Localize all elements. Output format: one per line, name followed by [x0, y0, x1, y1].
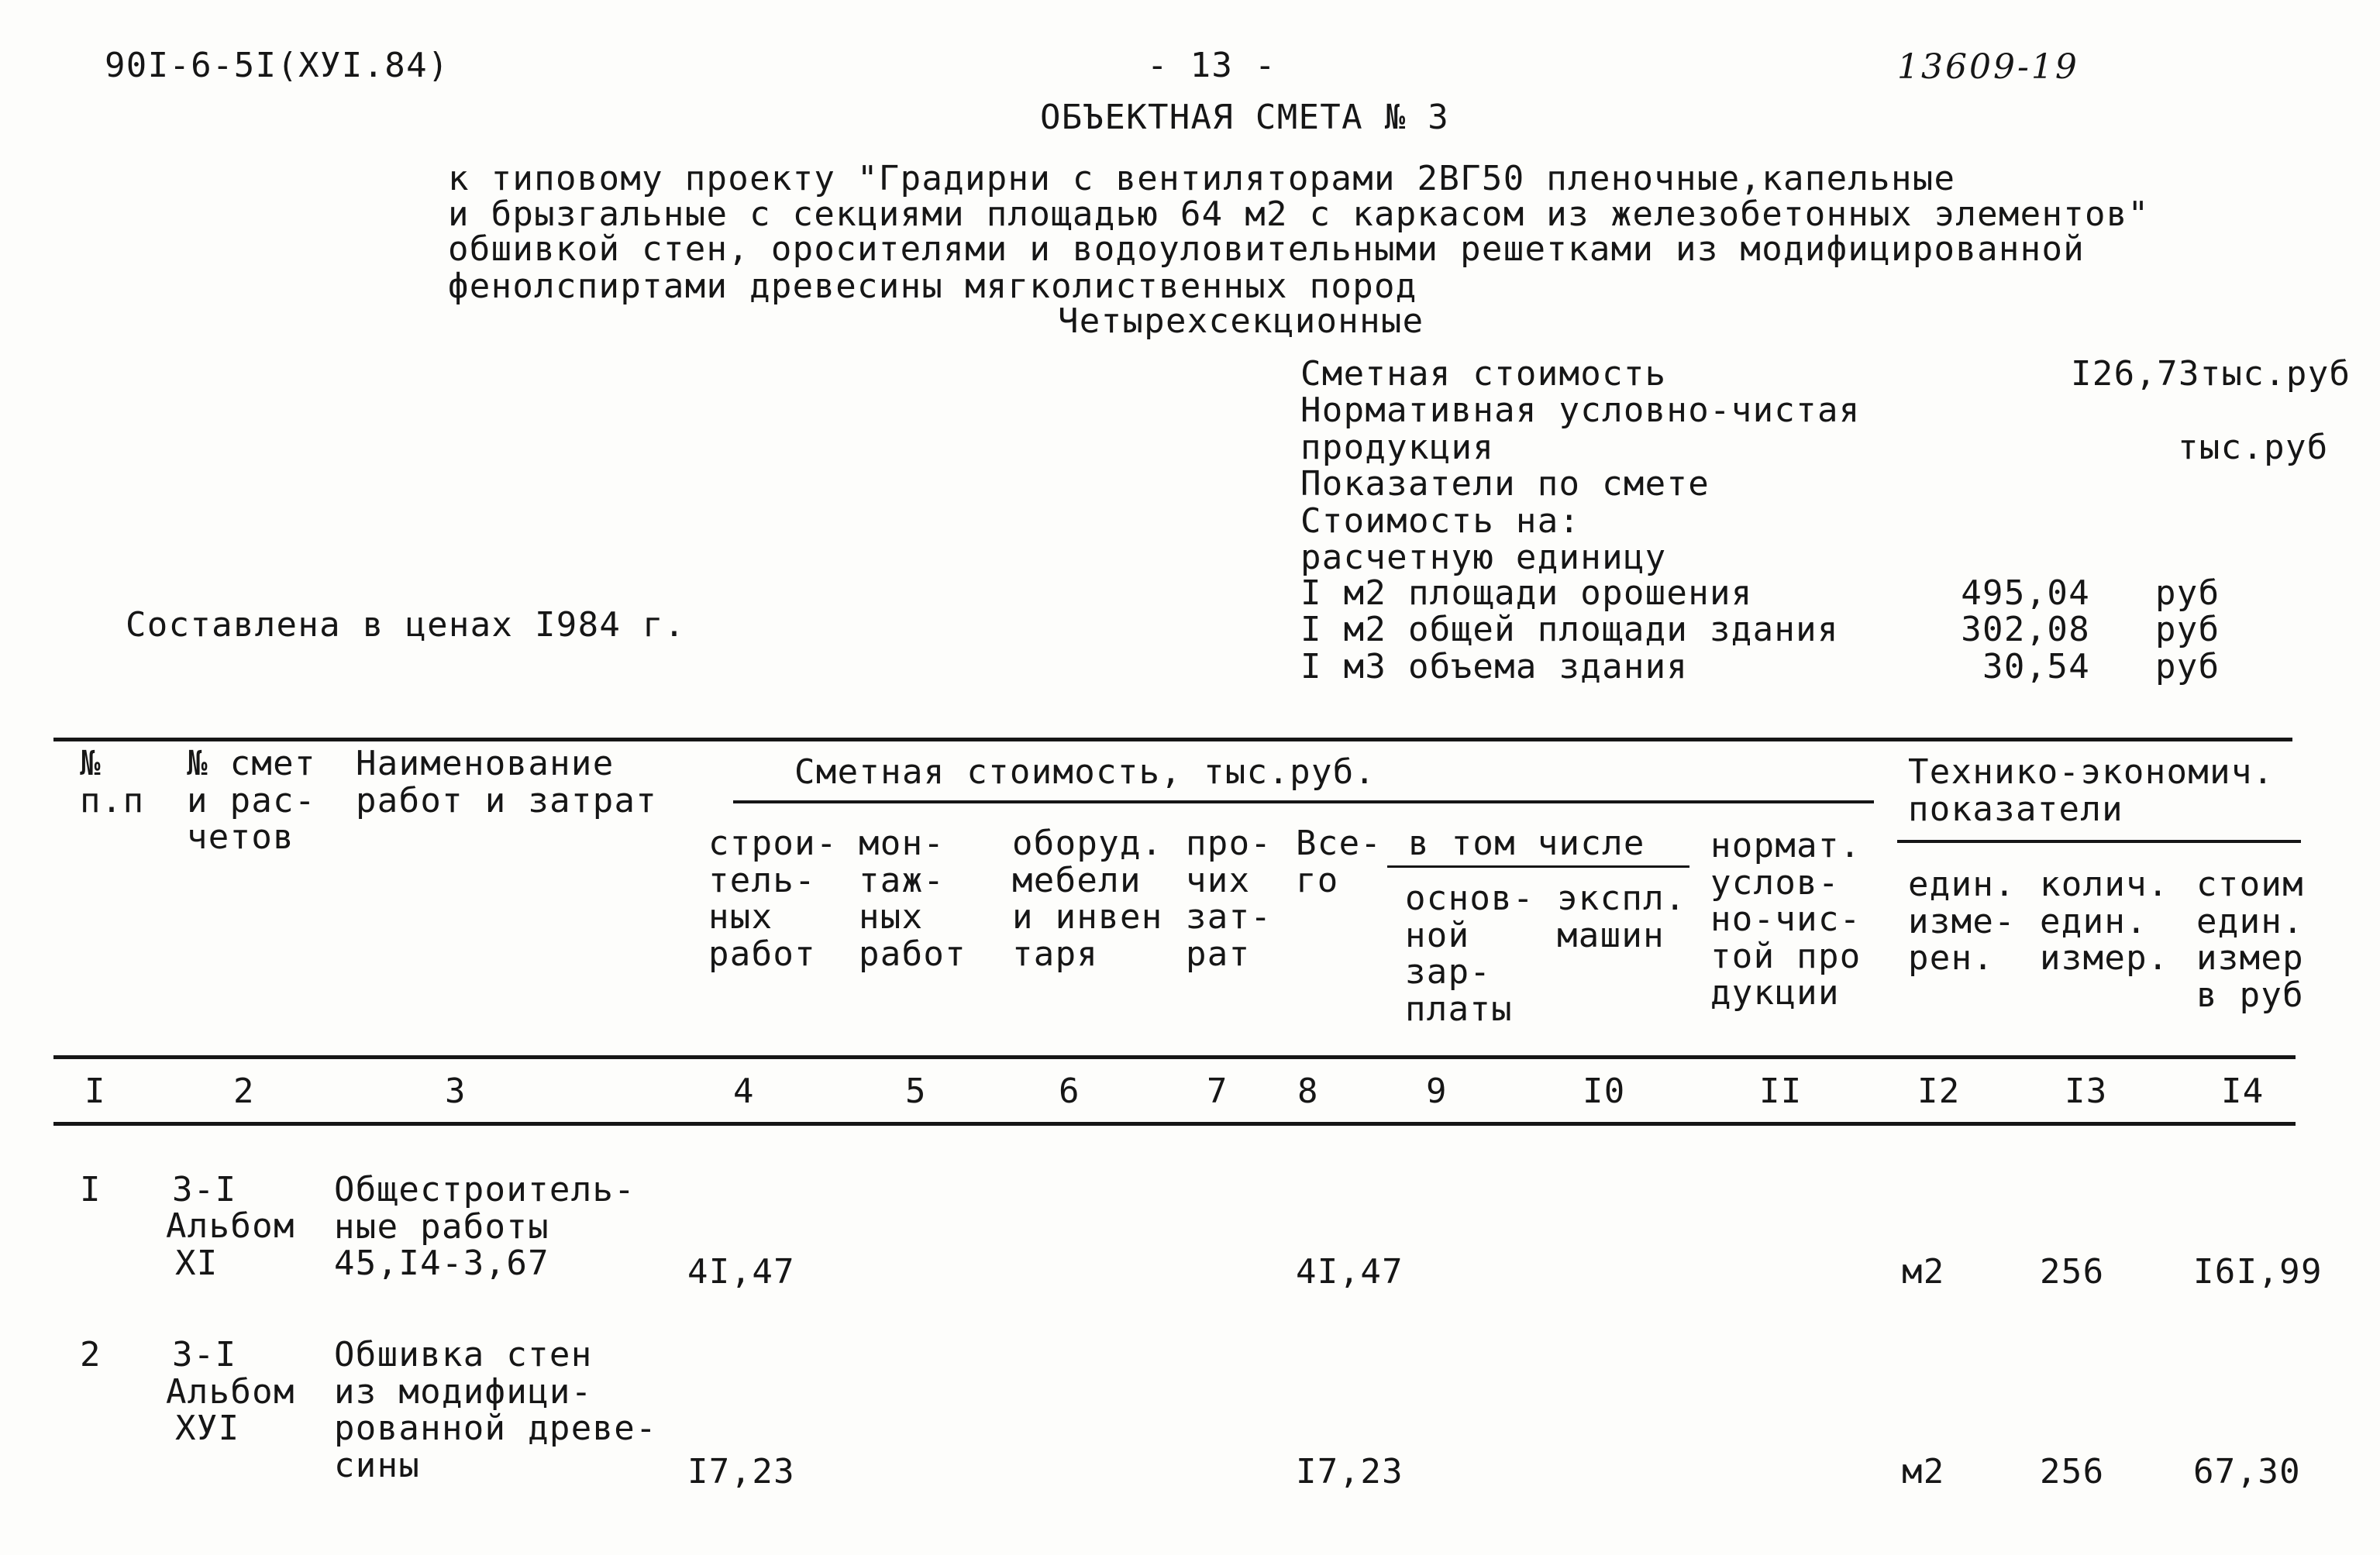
unit-label: расчетную единицу	[1300, 538, 1667, 577]
cost-per-label: Стоимость на:	[1300, 501, 1581, 541]
column-number: 3	[445, 1072, 467, 1111]
header-quantity: колич. един. измер.	[2040, 865, 2169, 978]
row-work-name: Общестроитель- ные работы	[334, 1170, 636, 1247]
header-unit: един. изме- рен.	[1908, 865, 2016, 978]
row-total-cost: I7,23	[1296, 1452, 1404, 1491]
row-norm-ref: 45,I4-3,67	[334, 1244, 549, 1283]
header-group-rule	[733, 800, 1874, 803]
column-number: II	[1759, 1072, 1803, 1111]
row-estimate-ref: 3-I	[172, 1335, 237, 1374]
column-number: I3	[2065, 1072, 2108, 1111]
column-number: 4	[733, 1072, 755, 1111]
indicators-label: Показатели по смете	[1300, 464, 1710, 504]
row-unit: м2	[1902, 1252, 1945, 1292]
header-base-salary: основ- ной зар- платы	[1405, 879, 1534, 1029]
indicator-label: I м2 площади орошения	[1300, 573, 1753, 613]
row-unit-cost: I6I,99	[2193, 1252, 2323, 1292]
header-tech-econ-rule	[1897, 840, 2301, 843]
description-line: и брызгальные с секциями площадью 64 м2 с каркасом из железобетонных элементов"	[448, 194, 2150, 234]
header-other: про- чих зат- рат	[1186, 824, 1273, 974]
column-number: I2	[1917, 1072, 1961, 1111]
header-unit-cost: стоим един. измер в руб	[2196, 865, 2304, 1015]
column-number: 6	[1059, 1072, 1080, 1111]
indicator-value: 30,54	[1982, 647, 2090, 686]
description-line: фенолспиртами древесины мягколиственных пород	[448, 267, 1417, 306]
row-total-cost: 4I,47	[1296, 1252, 1404, 1292]
header-estimate-no: № смет и рас- четов	[187, 744, 316, 857]
row-construction-cost: I7,23	[687, 1452, 795, 1491]
column-number: 7	[1207, 1072, 1228, 1111]
normative-product-value: тыс.руб	[2178, 428, 2329, 467]
page-number: - 13 -	[1147, 46, 1276, 85]
row-unit-cost: 67,30	[2193, 1452, 2301, 1491]
column-numbers-rule	[53, 1122, 2296, 1126]
indicator-unit: руб	[2155, 610, 2220, 649]
row-quantity: 256	[2040, 1452, 2105, 1491]
row-album: Альбом	[166, 1206, 295, 1246]
normative-product-label: Нормативная условно-чистая	[1300, 390, 1861, 430]
header-normative-net-product: нормат. услов- но-чис- той про дукции	[1710, 826, 1862, 1013]
table-top-rule	[53, 738, 2292, 741]
description-line: к типовому проекту "Градирни с вентиляторами 2ВГ50 пленочные,капельные	[448, 159, 1956, 198]
column-number: I4	[2221, 1072, 2265, 1111]
estimated-cost-label: Сметная стоимость	[1300, 354, 1667, 394]
header-machine-operation: экспл. машин	[1557, 879, 1686, 955]
estimated-cost-value: I26,73тыс.руб	[2071, 354, 2351, 394]
column-number: I	[84, 1072, 106, 1111]
indicator-unit: руб	[2155, 647, 2220, 686]
handwritten-number: 13609-19	[1897, 47, 2079, 87]
header-installation: мон- таж- ных работ	[859, 824, 966, 974]
header-work-name: Наименование работ и затрат	[356, 744, 658, 821]
document-code: 90I-6-5I(XУI.84)	[105, 46, 449, 85]
header-total: Все- го	[1296, 824, 1383, 900]
row-work-name: Обшивка стен из модифици- рованной древе- сины	[334, 1335, 657, 1485]
description-line: обшивкой стен, оросителями и водоуловительными решетками из модифицированной	[448, 229, 2086, 269]
row-unit: м2	[1902, 1452, 1945, 1491]
header-including-rule	[1387, 865, 1689, 868]
column-number: 5	[905, 1072, 927, 1111]
header-equipment: оборуд. мебели и инвен таря	[1012, 824, 1163, 974]
column-number: 8	[1297, 1072, 1319, 1111]
header-including: в том числе	[1408, 824, 1645, 863]
header-construction: строи- тель- ных работ	[708, 824, 838, 974]
normative-product-label-cont: продукция	[1300, 428, 1495, 467]
row-album: Альбом	[166, 1372, 295, 1412]
document-title: ОБЪЕКТНАЯ СМЕТА № 3	[1040, 98, 1450, 137]
indicator-value: 495,04	[1961, 573, 2090, 613]
row-number: 2	[80, 1335, 102, 1374]
row-estimate-ref: 3-I	[172, 1170, 237, 1209]
indicator-label: I м2 общей площади здания	[1300, 610, 1839, 649]
description-subtitle: Четырехсекционные	[1058, 301, 1424, 341]
header-row-no: № п.п	[80, 744, 145, 821]
row-album-number: XI	[175, 1244, 219, 1283]
header-bottom-rule	[53, 1055, 2296, 1059]
column-number: 9	[1426, 1072, 1448, 1111]
indicator-unit: руб	[2155, 573, 2220, 613]
column-number: I0	[1583, 1072, 1626, 1111]
price-basis: Составлена в ценах I984 г.	[126, 605, 686, 645]
column-number: 2	[233, 1072, 255, 1111]
header-tech-econ-group: Технико-экономич. показатели	[1908, 752, 2275, 829]
row-construction-cost: 4I,47	[687, 1252, 795, 1292]
row-album-number: XУI	[175, 1409, 240, 1448]
row-number: I	[80, 1170, 102, 1209]
indicator-label: I м3 объема здания	[1300, 647, 1689, 686]
indicator-value: 302,08	[1961, 610, 2090, 649]
header-estimated-cost-group: Сметная стоимость, тыс.руб.	[794, 752, 1376, 792]
row-quantity: 256	[2040, 1252, 2105, 1292]
